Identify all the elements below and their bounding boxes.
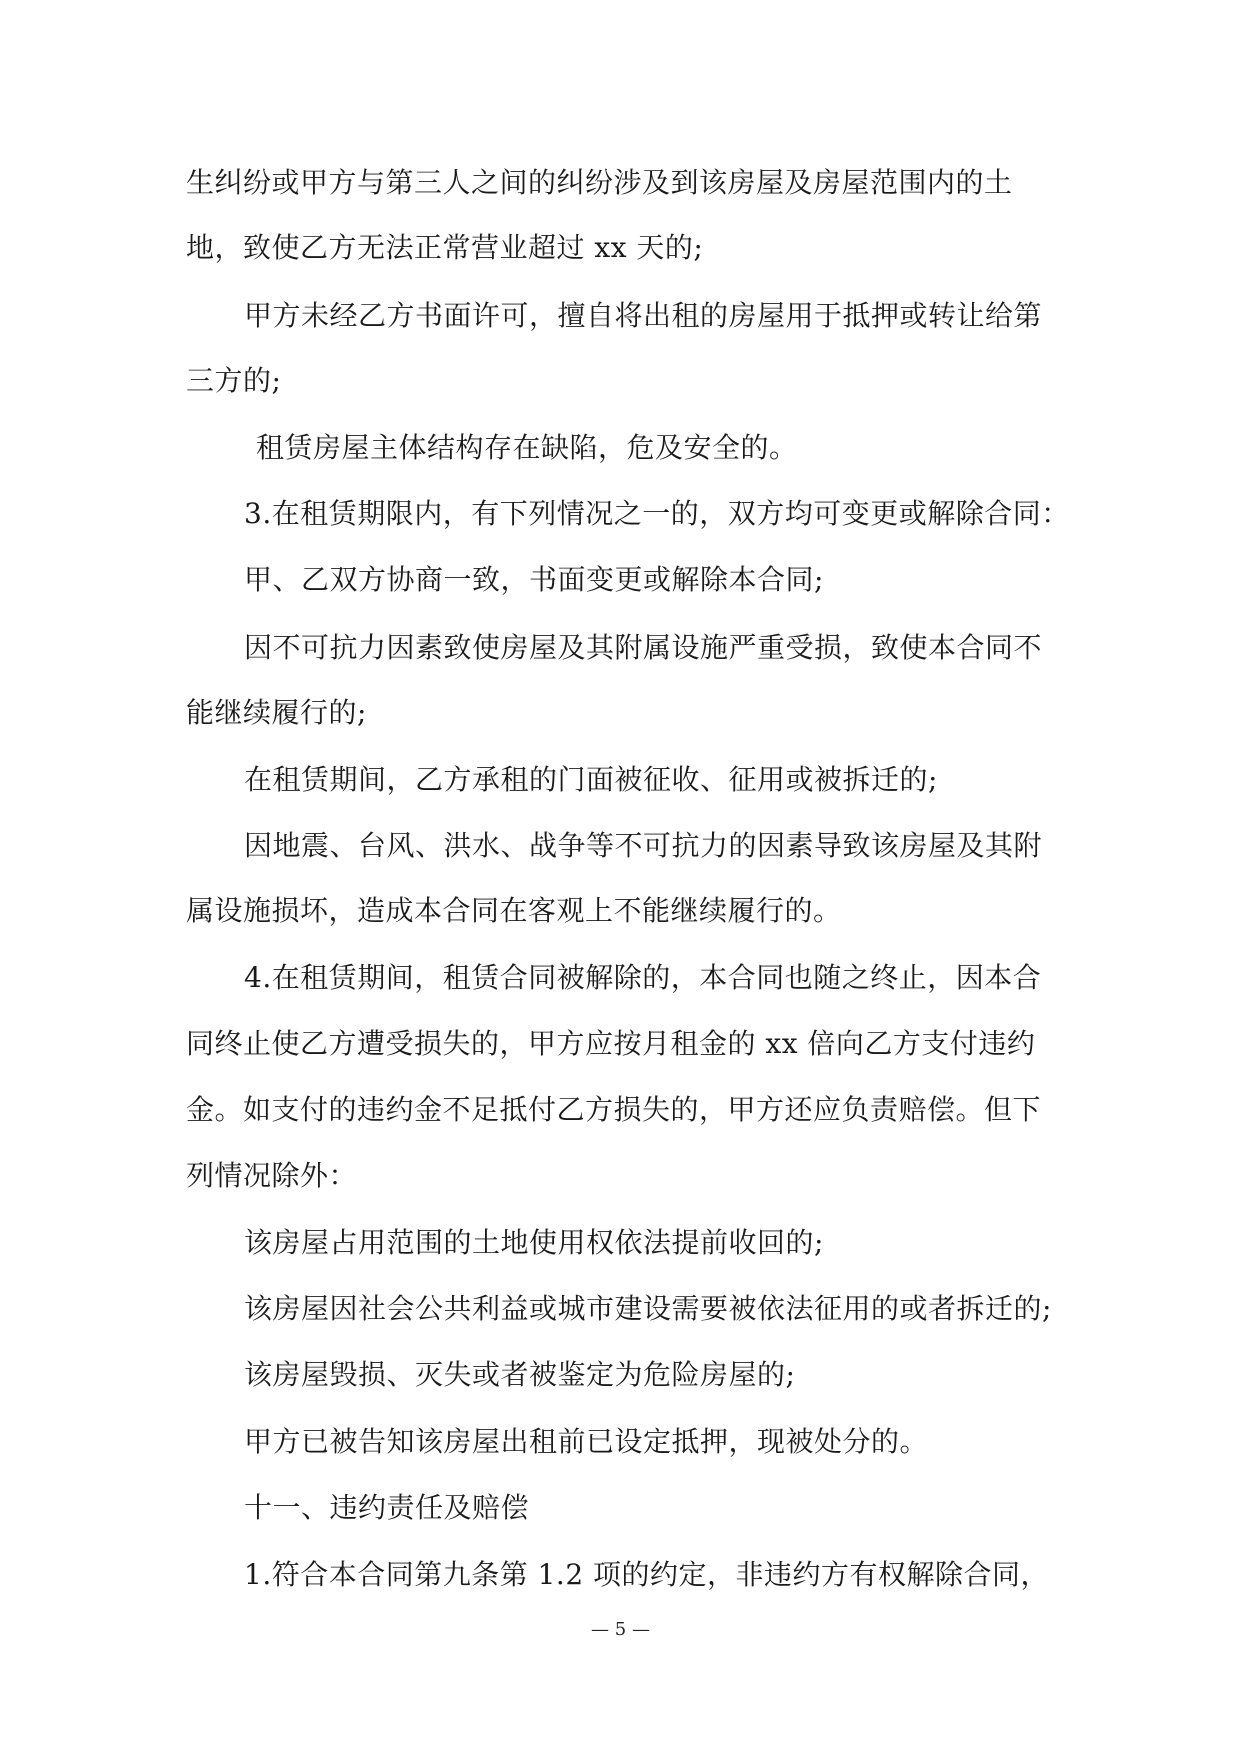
text-line: 地，致使乙方无法正常营业超过 xx 天的;: [186, 231, 704, 264]
text-line: 因不可抗力因素致使房屋及其附属设施严重受损，致使本合同不: [244, 631, 1043, 664]
text-line: 属设施损坏，造成本合同在客观上不能继续履行的。: [186, 894, 842, 927]
text-line: 三方的;: [186, 364, 282, 397]
text-line: 该房屋毁损、灭失或者被鉴定为危险房屋的;: [244, 1358, 796, 1391]
text-line: 金。如支付的违约金不足抵付乙方损失的，甲方还应负责赔偿。但下: [186, 1093, 1042, 1126]
text-line: 甲方已被告知该房屋出租前已设定抵押，现被处分的。: [244, 1425, 929, 1458]
page-number: — 5 —: [591, 1619, 650, 1640]
text-line: 该房屋因社会公共利益或城市建设需要被依法征用的或者拆迁的;: [244, 1292, 1052, 1325]
text-line: 4.在租赁期间，租赁合同被解除的，本合同也随之终止，因本合: [244, 961, 1042, 994]
text-line: 该房屋占用范围的土地使用权依法提前收回的;: [244, 1226, 824, 1259]
text-line: 列情况除外：: [186, 1159, 358, 1192]
text-line: 生纠纷或甲方与第三人之间的纠纷涉及到该房屋及房屋范围内的土: [186, 166, 1013, 199]
text-line: 3.在租赁期限内，有下列情况之一的，双方均可变更或解除合同：: [244, 497, 1070, 530]
text-line: 在租赁期间，乙方承租的门面被征收、征用或被拆迁的;: [244, 763, 938, 796]
text-line: 同终止使乙方遭受损失的，甲方应按月租金的 xx 倍向乙方支付违约: [186, 1027, 1036, 1060]
text-line: 租赁房屋主体结构存在缺陷，危及安全的。: [256, 431, 798, 464]
text-line: 因地震、台风、洪水、战争等不可抗力的因素导致该房屋及其附: [244, 829, 1043, 862]
text-line: 能继续履行的;: [186, 696, 367, 729]
text-line: 甲方未经乙方书面许可，擅自将出租的房屋用于抵押或转让给第: [244, 299, 1043, 332]
text-line: 甲、乙双方协商一致，书面变更或解除本合同;: [244, 563, 824, 596]
section-heading: 十一、违约责任及赔偿: [244, 1491, 530, 1524]
text-line: 1.符合本合同第九条第 1.2 项的约定，非违约方有权解除合同，: [244, 1558, 1050, 1591]
